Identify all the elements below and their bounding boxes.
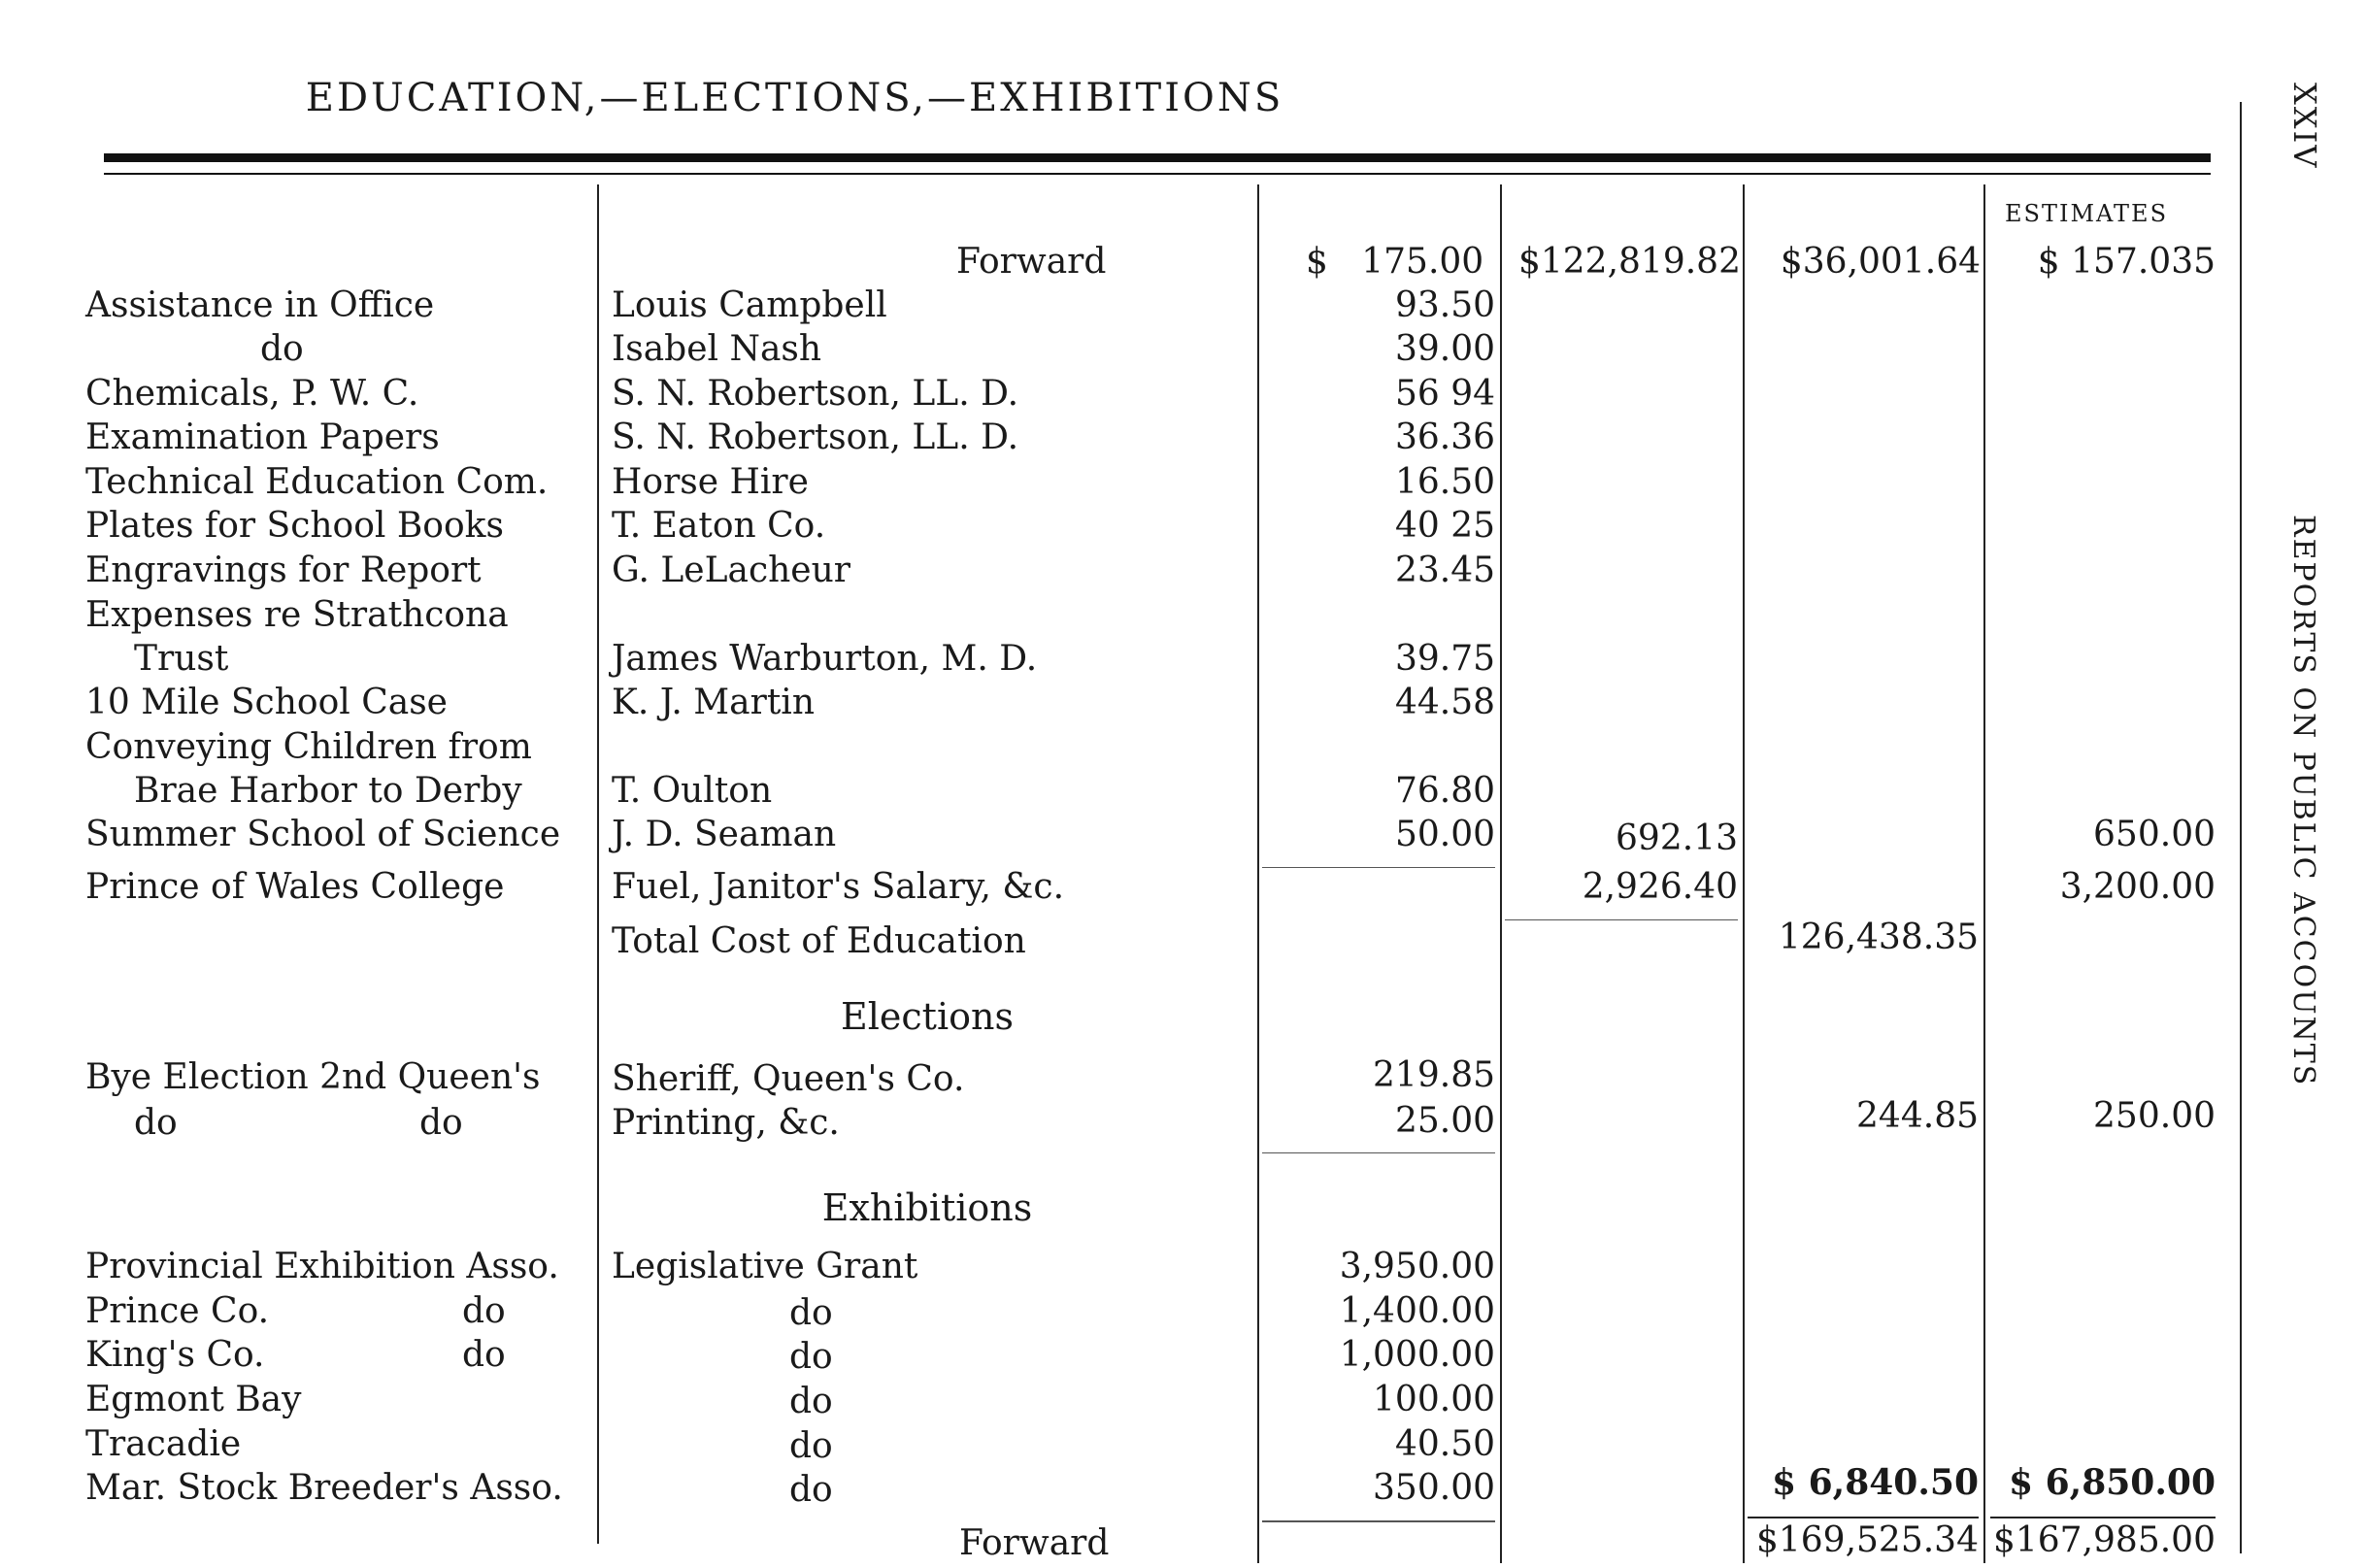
forward-estimate-bottom: $167,985.00 — [1992, 1520, 2216, 1560]
row-amount: 76.80 — [1394, 771, 1495, 811]
row-payee: G. LeLacheur — [612, 550, 850, 590]
row-item: do — [260, 329, 304, 369]
exhibition-amount: 100.00 — [1373, 1380, 1495, 1419]
exhibition-payee: do — [789, 1293, 833, 1333]
election-item: Bye Election 2nd Queen's — [85, 1057, 541, 1097]
col-divider-item — [597, 184, 599, 1544]
exhibition-payee: do — [789, 1382, 833, 1421]
forward-total-bottom: $169,525.34 — [1755, 1520, 1979, 1560]
exhibition-item: Prince Co. — [85, 1291, 270, 1331]
page-title — [0, 76, 2366, 120]
election-payee: Printing, &c. — [612, 1103, 840, 1143]
exhibition-amount: 40.50 — [1394, 1424, 1495, 1464]
page-title-text: EDUCATION,—ELECTIONS,—EXHIBITIONS — [305, 76, 1284, 120]
row-amount: 36.36 — [1394, 417, 1495, 457]
page-number: XXIV — [2286, 83, 2323, 170]
row-payee: Isabel Nash — [612, 329, 822, 369]
row-item: Technical Education Com. — [85, 462, 549, 502]
row-item: Engravings for Report — [85, 550, 482, 590]
subtotal-rule-amount — [1262, 867, 1495, 868]
exhibition-amount: 1,000.00 — [1339, 1335, 1495, 1375]
exhibition-payee: Legislative Grant — [612, 1247, 918, 1286]
row-payee: S. N. Robertson, LL. D. — [612, 374, 1019, 414]
row-subtotal: 692.13 — [1616, 818, 1738, 858]
row-amount: 56 94 — [1394, 374, 1495, 414]
exhibition-amount: 1,400.00 — [1339, 1291, 1495, 1331]
right-margin-line — [2240, 102, 2242, 1553]
row-amount: 93.50 — [1394, 285, 1495, 325]
row-amount: 44.58 — [1394, 683, 1495, 722]
row-item: Chemicals, P. W. C. — [85, 374, 419, 414]
row-payee: T. Oulton — [612, 771, 773, 811]
col-divider-amount — [1500, 184, 1502, 1563]
row-payee: T. Eaton Co. — [612, 506, 826, 546]
exhibition-payee: do — [789, 1470, 833, 1510]
election-item-ditto-a: do — [134, 1103, 178, 1143]
exhibition-item-ditto: do — [462, 1335, 506, 1375]
college-payee: Fuel, Janitor's Salary, &c. — [612, 867, 1065, 907]
subtotal-rule-elections — [1262, 1152, 1495, 1153]
total-education-label: Total Cost of Education — [612, 921, 1026, 961]
total-education-amount: 126,438.35 — [1778, 917, 1979, 957]
row-amount: 39.00 — [1394, 329, 1495, 369]
estimates-header: ESTIMATES — [2005, 200, 2169, 227]
row-payee: S. N. Robertson, LL. D. — [612, 417, 1019, 457]
exhibition-item: Tracadie — [85, 1424, 242, 1464]
row-amount: 39.75 — [1394, 639, 1495, 679]
exhibition-item: King's Co. — [85, 1335, 265, 1375]
forward-amount-col2: $122,819.82 — [1517, 242, 1741, 282]
exhibition-estimate: $ 6,850.00 — [2009, 1462, 2216, 1503]
election-payee: Sheriff, Queen's Co. — [612, 1059, 965, 1099]
college-subtotal: 2,926.40 — [1582, 867, 1738, 907]
row-amount: 16.50 — [1394, 462, 1495, 502]
row-item: Trust — [134, 639, 229, 679]
row-item: Expenses re Strathcona — [85, 595, 509, 635]
forward-rule-amount — [1262, 1520, 1495, 1522]
forward-amount-col1: $ 175.00 — [1306, 242, 1484, 282]
subtotal-rule-education — [1505, 919, 1738, 920]
row-amount: 23.45 — [1394, 550, 1495, 590]
forward-label-top: Forward — [956, 242, 1107, 282]
election-amount: 219.85 — [1373, 1055, 1495, 1095]
row-payee: Horse Hire — [612, 462, 809, 502]
row-payee: Louis Campbell — [612, 285, 887, 325]
elections-heading: Elections — [841, 995, 1014, 1038]
exhibition-amount: 3,950.00 — [1339, 1247, 1495, 1286]
election-amount: 25.00 — [1394, 1101, 1495, 1141]
row-amount: 40 25 — [1394, 506, 1495, 546]
election-item-ditto-b: do — [419, 1103, 463, 1143]
college-estimate: 3,200.00 — [2059, 867, 2216, 907]
exhibition-total: $ 6,840.50 — [1772, 1462, 1979, 1503]
row-item: Brae Harbor to Derby — [134, 771, 522, 811]
row-payee: James Warburton, M. D. — [612, 639, 1038, 679]
row-item: Plates for School Books — [85, 506, 504, 546]
college-item: Prince of Wales College — [85, 867, 505, 907]
row-estimate: 650.00 — [2093, 815, 2216, 854]
forward-rule-estimate — [1990, 1517, 2216, 1518]
exhibition-item: Provincial Exhibition Asso. — [85, 1247, 559, 1286]
row-amount: 50.00 — [1394, 815, 1495, 854]
exhibitions-heading: Exhibitions — [821, 1186, 1033, 1229]
col-divider-payee — [1257, 184, 1259, 1563]
forward-amount-col4: $ 157.035 — [2037, 242, 2216, 282]
forward-rule-total — [1748, 1517, 1979, 1518]
row-payee: K. J. Martin — [612, 683, 816, 722]
row-item: Conveying Children from — [85, 727, 532, 767]
header-rule-thin — [104, 173, 2211, 175]
col-divider-total — [1983, 184, 1985, 1563]
exhibition-item: Egmont Bay — [85, 1380, 302, 1419]
row-item: Assistance in Office — [85, 285, 435, 325]
forward-label-bottom: Forward — [959, 1523, 1110, 1563]
row-item: 10 Mile School Case — [85, 683, 448, 722]
row-item: Summer School of Science — [85, 815, 561, 854]
exhibition-amount: 350.00 — [1373, 1468, 1495, 1508]
exhibition-payee: do — [789, 1426, 833, 1466]
exhibition-item: Mar. Stock Breeder's Asso. — [85, 1468, 563, 1508]
col-divider-subtotal — [1743, 184, 1745, 1563]
row-item: Examination Papers — [85, 417, 440, 457]
header-rule-thick — [104, 153, 2211, 162]
exhibition-item-ditto: do — [462, 1291, 506, 1331]
exhibition-payee: do — [789, 1337, 833, 1377]
election-total: 244.85 — [1856, 1096, 1979, 1136]
forward-amount-col3: $36,001.64 — [1780, 242, 1981, 282]
election-estimate: 250.00 — [2093, 1096, 2216, 1136]
row-payee: J. D. Seaman — [612, 815, 837, 854]
running-head: REPORTS ON PUBLIC ACCOUNTS — [2286, 515, 2320, 1087]
